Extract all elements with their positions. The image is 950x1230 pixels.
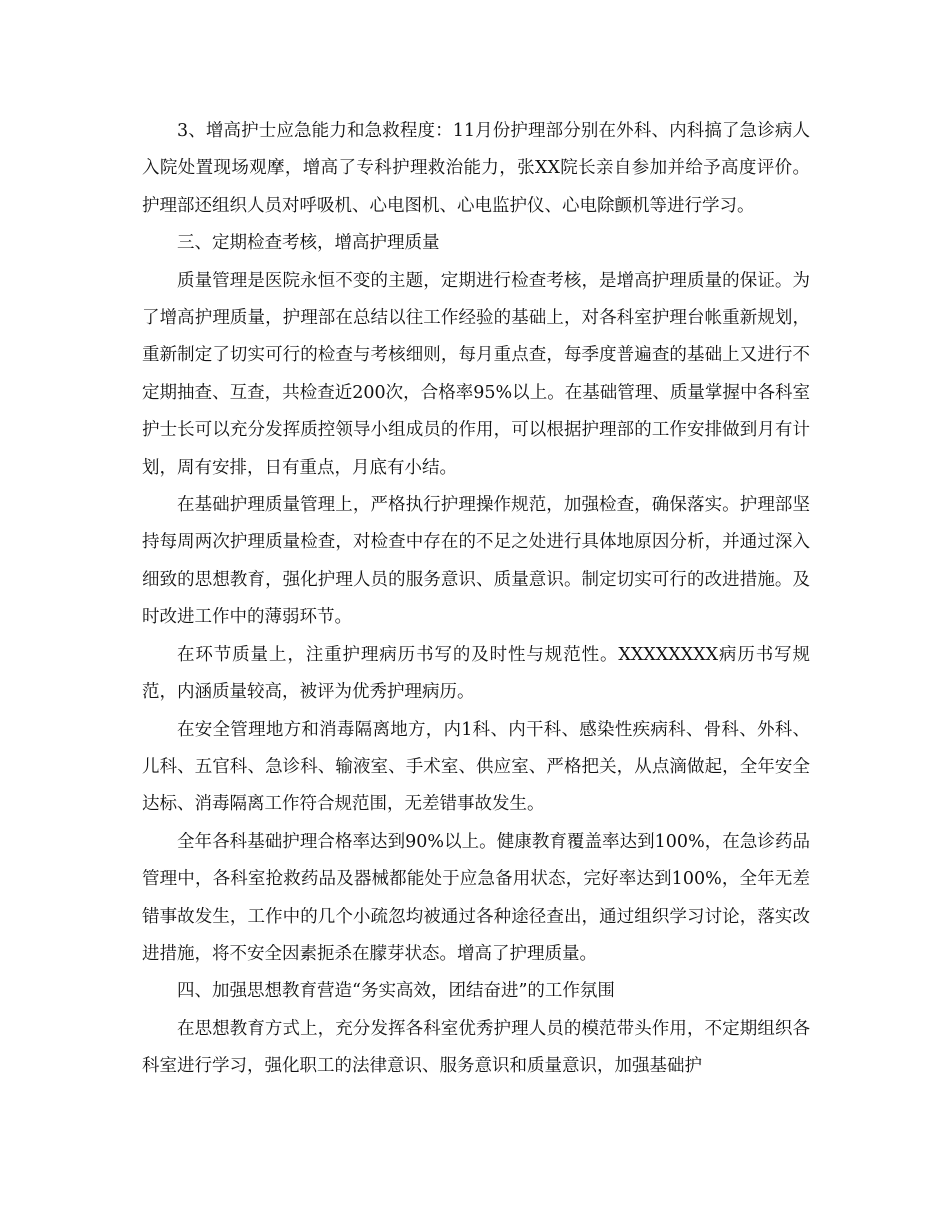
paragraph-qualification-rates: 全年各科基础护理合格率达到90%以上。健康教育覆盖率达到100%，在急诊药品管理中，各科室抢救药品及器械都能处于应急备用状态，完好率达到100%，全年无差错事故发生，工作中的几个小疏忽均被通过各种途径查出，通过组织学习讨论，落实改进措施，将不安全因素扼杀在朦芽状态。增高了护理质量。	[142, 831, 810, 964]
section-heading-ideological-education: 四、加强思想教育营造“务实高效，团结奋进”的工作氛围	[177, 981, 615, 1002]
paragraph-quality-management: 质量管理是医院永恒不变的主题，定期进行检查考核，是增高护理质量的保证。为了增高护理质量，护理部在总结以往工作经验的基础上，对各科室护理台帐重新规划，重新制定了切实可行的检查与考核细则，每月重点查，每季度普遍查的基础上又进行不定期抽查、互查，共检查近200次，合格率95%以上。在基础管理、质量掌握中各科室护士长可以充分发挥质控领导小组成员的作用，可以根据护理部的工作安排做到月有计划，周有安排，日有重点，月底有小结。	[142, 270, 810, 478]
section-heading-quality-inspection: 三、定期检查考核，增高护理质量	[177, 233, 440, 254]
paragraph-basic-nursing-quality: 在基础护理质量管理上，严格执行护理操作规范，加强检查，确保落实。护理部坚持每周两次护理质量检查，对检查中存在的不足之处进行具体地原因分析，并通过深入细致的思想教育，强化护理人员的服务意识、质量意识。制定切实可行的改进措施。及时改进工作中的薄弱环节。	[142, 495, 810, 628]
paragraph-process-quality: 在环节质量上，注重护理病历书写的及时性与规范性。XXXXXXXX病历书写规范，内涵质量较高，被评为优秀护理病历。	[142, 644, 810, 703]
document-body	[142, 113, 810, 1086]
paragraph-safety-management: 在安全管理地方和消毒隔离地方，内1科、内干科、感染性疾病科、骨科、外科、儿科、五官科、急诊科、输液室、手术室、供应室、严格把关，从点滴做起，全年安全达标、消毒隔离工作符合规范围，无差错事故发生。	[142, 719, 810, 815]
paragraph-emergency-capability: 3、增高护士应急能力和急救程度：11月份护理部分别在外科、内科搞了急诊病人入院处置现场观摩，增高了专科护理救治能力，张XX院长亲自参加并给予高度评价。护理部还组织人员对呼吸机、心电图机、心电监护仪、心电除颤机等进行学习。	[142, 121, 810, 216]
paragraph-ideological-education: 在思想教育方式上，充分发挥各科室优秀护理人员的模范带头作用，不定期组织各科室进行学习，强化职工的法律意识、服务意识和质量意识，加强基础护	[142, 1018, 810, 1077]
